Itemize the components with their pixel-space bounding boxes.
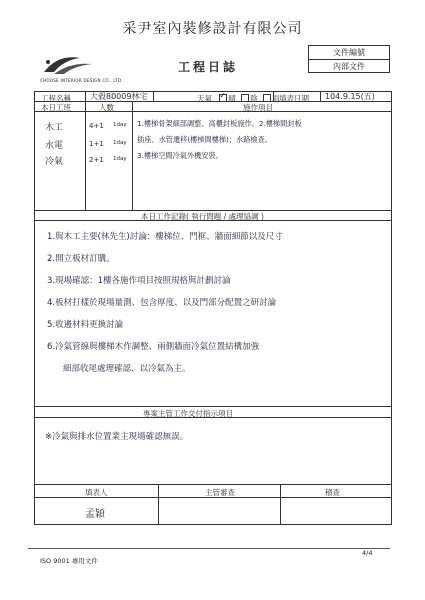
work-item-line: 插座、水管遷移(樓梯間樓梯)；水路檢查。: [137, 135, 272, 144]
work-item-line: 1.樓梯骨架細部調整、高櫃封板施作。2.樓梯間封板: [137, 119, 302, 128]
trade-plumbing: 水電: [45, 141, 64, 151]
unit-carpentry: 1day: [113, 122, 127, 128]
record-line: 3.現場確認：1樓各施作項目按照規格與計劃討論: [47, 276, 231, 286]
unit-plumbing: 1day: [113, 140, 127, 146]
record-line: 2.開立板材訂購。: [47, 254, 115, 264]
unit-aircon: 1day: [113, 156, 127, 162]
project-name-label: 工程名稱: [41, 94, 71, 103]
count-plumbing: 1+1: [89, 140, 104, 148]
reviewer-label: 主管審查: [205, 488, 235, 497]
weather-label: 天氣: [197, 94, 212, 103]
internal-doc-label: 內部文件: [309, 59, 389, 73]
weather-rain-checkbox[interactable]: [263, 94, 271, 102]
company-name: 采尹室內裝修設計有限公司: [122, 21, 303, 37]
page-number: 4/4: [362, 549, 373, 557]
filler-label: 填表人: [85, 488, 108, 497]
doc-meta-box: [308, 45, 390, 73]
weather-cloudy-label: 陰: [250, 94, 258, 103]
supervisor-instruction: ※冷氣與排水位置業主現場確認無誤。: [45, 432, 189, 442]
log-form: [34, 91, 392, 525]
project-name-value: 大毅80009林宅: [90, 92, 148, 101]
audit-label: 稽查: [325, 488, 340, 497]
weather-sunny-checkbox[interactable]: [219, 94, 227, 102]
filler-signature: 孟穎: [85, 509, 105, 520]
weather-sunny-label: 晴: [228, 94, 236, 103]
weather-cloudy-checkbox[interactable]: [241, 94, 249, 102]
staff-label: 本日工班: [41, 103, 71, 112]
supervisor-title: 專案主管工作交付指示項目: [143, 409, 233, 418]
record-line: 細部收尾處理確認、以冷氣為主。: [63, 364, 191, 374]
iso-label: ISO 9001 專用文件: [40, 557, 98, 565]
doc-code-label: 文件編號: [333, 48, 365, 57]
records-title: 本日工作記錄( 執行問題 / 處理協調 ): [141, 212, 264, 221]
work-item-line: 3.樓梯空間冷氣外機安裝。: [137, 151, 223, 160]
record-line: 4.板材打樣於現場量測、包含厚度、以及門部分配置之研討論: [47, 298, 277, 308]
trade-carpentry: 木工: [45, 123, 64, 133]
record-line: 1.與木工主要(林先生)討論：樓梯位、門框、牆面細節以及尺寸: [47, 232, 283, 242]
record-line: 6.冷氣管線與樓梯木作調整、兩側牆面冷氣位置結構加強: [47, 342, 260, 352]
record-line: 5.收邊材料更換討論: [47, 320, 124, 330]
headcount-label: 人數: [99, 103, 114, 112]
work-items-label: 施作項目: [243, 103, 273, 112]
weather-rain-label: 雨: [272, 94, 280, 103]
logo-text: CHOOSE INTERIOR DESIGN CO., LTD.: [40, 78, 124, 83]
trade-aircon: 冷氣: [45, 157, 64, 167]
document-title: 工程日誌: [178, 60, 239, 74]
fill-date-value: 104.9.15(五): [325, 92, 375, 101]
count-aircon: 2+1: [89, 156, 104, 164]
company-logo: [40, 52, 110, 78]
fill-date-label: 填表日期: [279, 94, 309, 103]
count-carpentry: 4+1: [89, 122, 104, 130]
footer-divider: [28, 548, 390, 549]
